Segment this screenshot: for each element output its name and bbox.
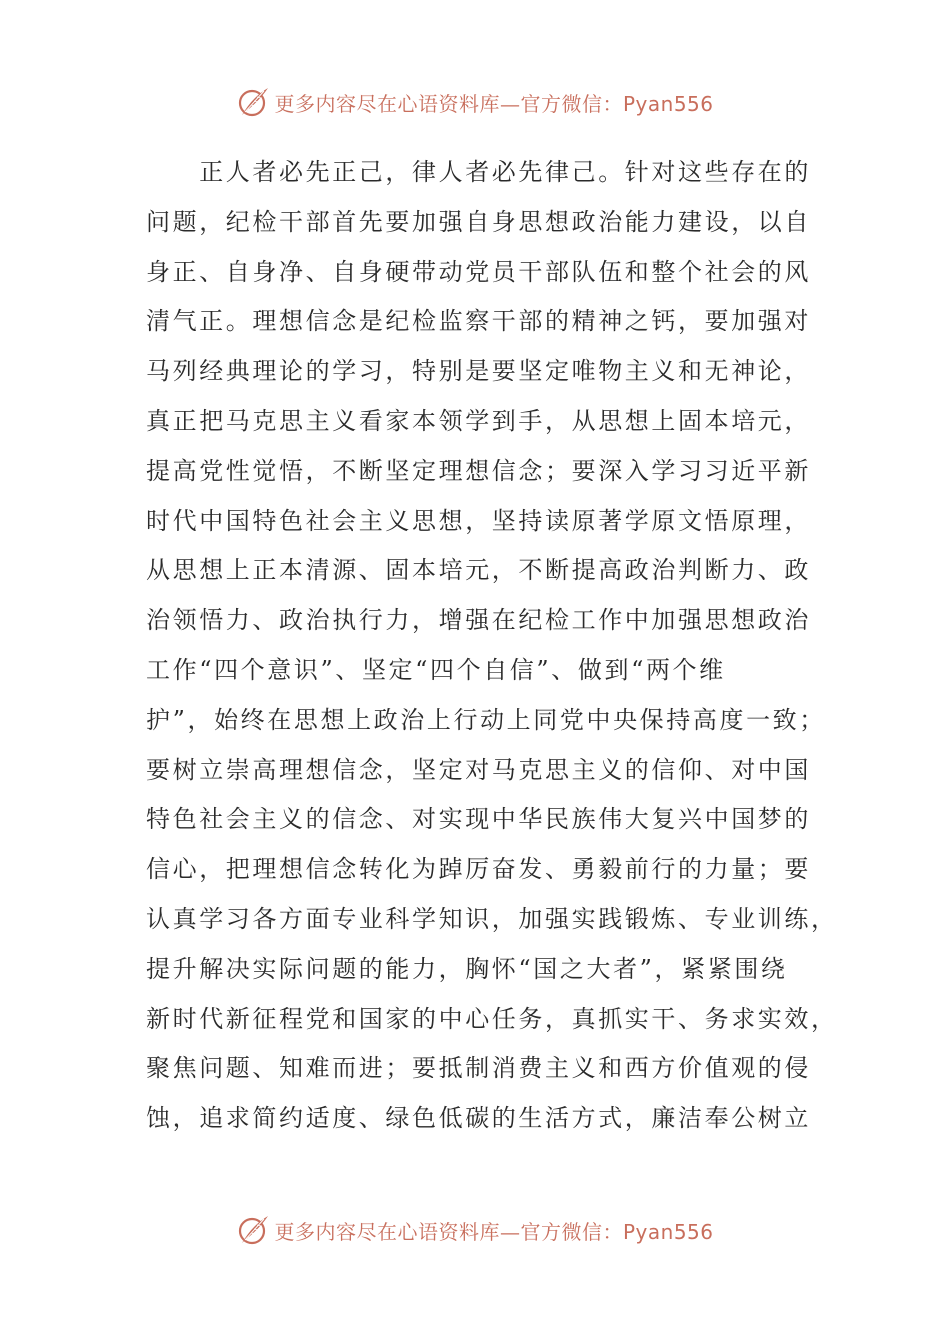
footer-watermark (0, 1210, 950, 1250)
text-line: 要树立崇高理想信念，坚定对马克思主义的信仰、对中国 (146, 755, 811, 784)
text-line: 清气正。理想信念是纪检监察干部的精神之钙，要加强对 (146, 307, 811, 336)
footer-watermark-id: Pyan556 (622, 1219, 714, 1244)
text-line: 治领悟力、政治执行力，增强在纪检工作中加强思想政治 (146, 606, 811, 635)
text-line: 提升解决实际问题的能力，胸怀“国之大者”，紧紧围绕 (146, 954, 788, 983)
text-line: 新时代新征程党和国家的中心任务，真抓实干、务求实效， (146, 1004, 838, 1033)
text-line: 身正、自身净、自身硬带动党员干部队伍和整个社会的风 (146, 257, 811, 286)
text-line: 马列经典理论的学习，特别是要坚定唯物主义和无神论， (146, 357, 811, 386)
text-line: 问题，纪检干部首先要加强自身思想政治能力建设，以自 (146, 207, 811, 236)
text-line: 提高党性觉悟，不断坚定理想信念；要深入学习习近平新 (146, 456, 811, 485)
text-line: 真正把马克思主义看家本领学到手，从思想上固本培元， (146, 406, 811, 435)
body-paragraph (146, 148, 838, 1144)
header-watermark (0, 82, 950, 122)
text-line: 认真学习各方面专业科学知识，加强实践锻炼、专业训练， (146, 904, 838, 933)
text-line: 特色社会主义的信念、对实现中华民族伟大复兴中国梦的 (146, 805, 811, 834)
footer-watermark-text: 更多内容尽在心语资料库—官方微信：Pyan556 (274, 1219, 714, 1244)
text-line: 从思想上正本清源、固本培元，不断提高政治判断力、政 (146, 556, 811, 585)
header-watermark-text: 更多内容尽在心语资料库—官方微信：Pyan556 (274, 91, 714, 116)
header-watermark-id: Pyan556 (622, 91, 714, 116)
text-line: 聚焦问题、知难而进；要抵制消费主义和西方价值观的侵 (146, 1054, 811, 1083)
text-line: 正人者必先正己，律人者必先律己。针对这些存在的 (146, 158, 811, 186)
text-line: 时代中国特色社会主义思想，坚持读原著学原文悟原理， (146, 506, 811, 535)
text-line: 护”，始终在思想上政治上行动上同党中央保持高度一致； (146, 705, 826, 734)
text-line: 工作“四个意识”、坚定“四个自信”、做到“两个维 (146, 655, 726, 684)
text-line: 蚀，追求简约适度、绿色低碳的生活方式，廉洁奉公树立 (146, 1104, 811, 1133)
quill-pen-circle-icon (236, 85, 270, 119)
quill-pen-circle-icon (236, 1213, 270, 1247)
text-line: 信心，把理想信念转化为踔厉奋发、勇毅前行的力量；要 (146, 855, 811, 884)
